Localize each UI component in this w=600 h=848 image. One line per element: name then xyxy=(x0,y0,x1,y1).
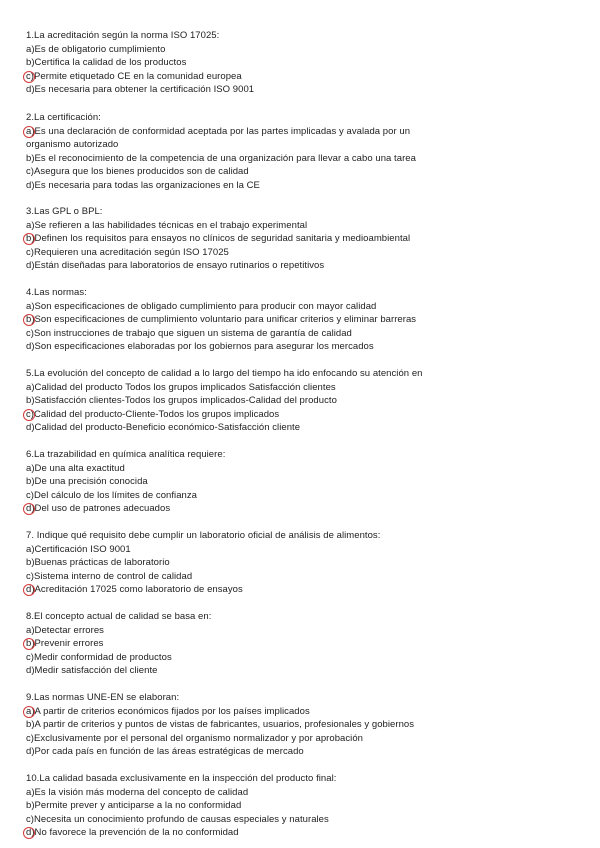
option-b-marked: b)Definen los requisitos para ensayos no clínicos de seguridad sanitaria y medioambiental xyxy=(26,232,586,246)
option-b: b)Certifica la calidad de los productos xyxy=(26,57,187,69)
question-title: 2.La certificación: xyxy=(26,112,101,123)
option-d: d)Calidad del producto-Beneficio económico-Satisfacción cliente xyxy=(26,422,301,434)
option-a: a)Son especificaciones de obligado cumplimiento para producir con mayor calidad xyxy=(26,300,377,312)
option-d-marked: d)No favorece la prevención de la no conformidad xyxy=(26,826,586,840)
question-3 xyxy=(26,205,586,273)
option-b-marked: b)Prevenir errores xyxy=(26,637,586,651)
question-title: 3.Las GPL o BPL: xyxy=(26,206,103,217)
option-a: a)Detectar errores xyxy=(26,624,104,636)
option-a: a)Certificación ISO 9001 xyxy=(26,543,131,555)
option-c: c)Sistema interno de control de calidad xyxy=(26,570,193,582)
option-c: c)Requieren una acreditación según ISO 17025 xyxy=(26,246,229,258)
question-title: 4.Las normas: xyxy=(26,287,87,298)
option-b: b)Satisfacción clientes-Todos los grupos implicados-Calidad del producto xyxy=(26,395,337,407)
option-b: b)Permite prever y anticiparse a la no conformidad xyxy=(26,800,242,812)
option-a-marked: a)Es una declaración de conformidad aceptada por las partes implicadas y avalada por un organismo autorizado xyxy=(26,125,446,152)
option-d-marked: d)Del uso de patrones adecuados xyxy=(26,502,586,516)
question-2 xyxy=(26,111,586,193)
option-d: d)Es necesaria para todas las organizaciones en la CE xyxy=(26,179,260,191)
question-title: 10.La calidad basada exclusivamente en la inspección del producto final: xyxy=(26,773,337,784)
option-b: b)De una precisión conocida xyxy=(26,476,148,488)
option-c: c)Son instrucciones de trabajo que siguen un sistema de garantía de calidad xyxy=(26,327,352,339)
option-b: b)Buenas prácticas de laboratorio xyxy=(26,557,170,569)
option-a: a)Es la visión más moderna del concepto de calidad xyxy=(26,786,249,798)
question-4 xyxy=(26,286,586,354)
question-title: 1.La acreditación según la norma ISO 17025: xyxy=(26,30,220,41)
option-d: d)Son especificaciones elaboradas por los gobiernos para asegurar los mercados xyxy=(26,341,374,353)
option-a: a)Es de obligatorio cumplimiento xyxy=(26,43,166,55)
question-8 xyxy=(26,610,586,678)
option-d-marked: d)Acreditación 17025 como laboratorio de ensayos xyxy=(26,583,586,597)
option-c: c)Del cálculo de los límites de confianza xyxy=(26,489,198,501)
option-a: a)Se refieren a las habilidades técnicas en el trabajo experimental xyxy=(26,219,308,231)
question-10 xyxy=(26,772,586,840)
question-9 xyxy=(26,691,586,759)
option-c: c)Exclusivamente por el personal del organismo normalizador y por aprobación xyxy=(26,732,363,744)
question-1 xyxy=(26,29,586,97)
option-c: c)Asegura que los bienes producidos son de calidad xyxy=(26,166,249,178)
option-d: d)Es necesaria para obtener la certificación ISO 9001 xyxy=(26,84,255,96)
question-6 xyxy=(26,448,586,516)
option-b-marked: b)Son especificaciones de cumplimiento voluntario para unificar criterios y eliminar barreras xyxy=(26,313,586,327)
option-c-marked: c)Permite etiquetado CE en la comunidad europea xyxy=(26,70,586,84)
question-7 xyxy=(26,529,586,597)
option-c: c)Necesita un conocimiento profundo de causas especiales y naturales xyxy=(26,813,329,825)
question-title: 9.Las normas UNE-EN se elaboran: xyxy=(26,692,180,703)
option-a: a)Calidad del producto Todos los grupos implicados Satisfacción clientes xyxy=(26,381,336,393)
question-5 xyxy=(26,367,586,435)
question-title: 5.La evolución del concepto de calidad a lo largo del tiempo ha ido enfocando su atención en xyxy=(26,368,423,379)
question-title: 6.La trazabilidad en química analítica requiere: xyxy=(26,449,226,460)
option-d: d)Medir satisfacción del cliente xyxy=(26,665,158,677)
option-d: d)Están diseñadas para laboratorios de ensayo rutinarios o repetitivos xyxy=(26,260,325,272)
question-title: 8.El concepto actual de calidad se basa en: xyxy=(26,611,212,622)
question-title: 7. Indique qué requisito debe cumplir un laboratorio oficial de análisis de alimentos: xyxy=(26,530,381,541)
option-a: a)De una alta exactitud xyxy=(26,462,125,474)
option-c: c)Medir conformidad de productos xyxy=(26,651,172,663)
option-a-marked: a)A partir de criterios económicos fijados por los países implicados xyxy=(26,705,586,719)
option-b: b)A partir de criterios y puntos de vistas de fabricantes, usuarios, profesionales y gobiernos xyxy=(26,719,415,731)
option-c-marked: c)Calidad del producto-Cliente-Todos los grupos implicados xyxy=(26,408,586,422)
option-b: b)Es el reconocimiento de la competencia de una organización para llevar a cabo una tarea xyxy=(26,152,416,164)
option-d: d)Por cada país en función de las áreas estratégicas de mercado xyxy=(26,746,304,758)
